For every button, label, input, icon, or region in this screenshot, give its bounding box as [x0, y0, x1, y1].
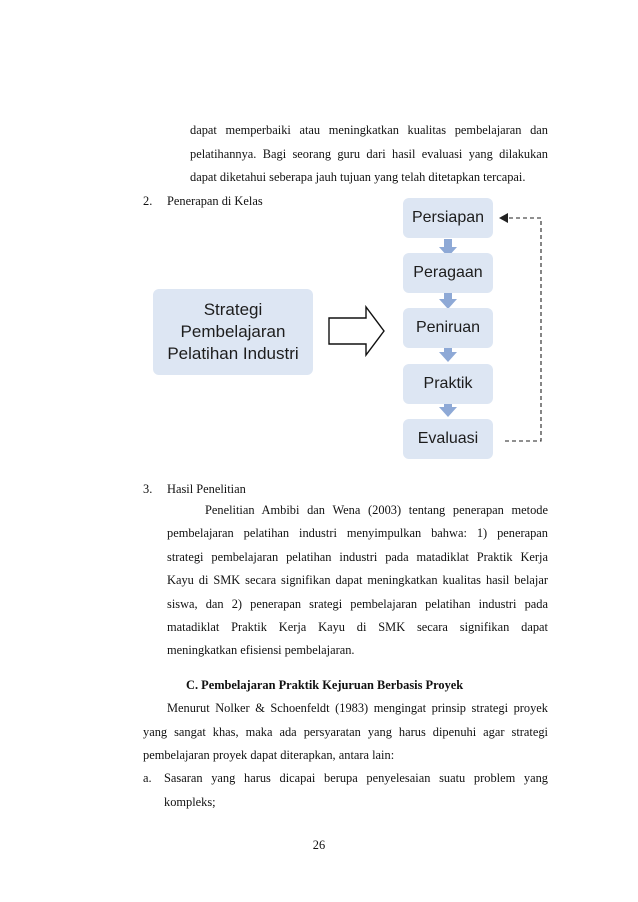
stage-peniruan: Peniruan: [403, 308, 493, 348]
strategy-line: Pembelajaran: [180, 322, 286, 341]
section-3-title: Hasil Penelitian: [167, 482, 246, 496]
big-right-arrow: [329, 307, 384, 355]
strategy-box: [153, 289, 313, 375]
section-c-line: pembelajaran proyek dapat diterapkan, antara lain:: [143, 748, 395, 762]
section-3-line: matadiklat Praktik Kerja Kayu di SMK secara signifikan dapat: [167, 620, 548, 634]
page-number: 26: [312, 838, 326, 852]
strategy-line: Pelatihan Industri: [167, 344, 299, 363]
section-2-title: Penerapan di Kelas: [167, 194, 263, 208]
section-3-line: Kayu di SMK secara signifikan dapat meningkatkan kualitas hasil belajar: [167, 573, 548, 587]
section-c-line: yang sangat khas, maka ada persyaratan yang harus dipenuhi agar strategi: [143, 725, 548, 739]
section-3-number: 3.: [143, 482, 153, 496]
down-arrow: [439, 291, 457, 309]
section-c-line: Menurut Nolker & Schoenfeldt (1983) mengingat prinsip strategi proyek: [167, 701, 548, 715]
stage-persiapan: Persiapan: [403, 198, 493, 238]
section-3-line: siswa, dan 2) penerapan srategi pembelajaran pelatihan industri pada: [167, 597, 548, 611]
section-2-number: 2.: [143, 194, 153, 208]
section-c-heading: C. Pembelajaran Praktik Kejuruan Berbasis Proyek: [186, 678, 464, 692]
stage-praktik: Praktik: [403, 364, 493, 404]
item-a-line: Sasaran yang harus dicapai berupa penyelesaian suatu problem yang: [164, 771, 548, 785]
intro-line: pelatihannya. Bagi seorang guru dari hasil evaluasi yang dilakukan: [190, 147, 548, 161]
section-3-line: pembelajaran pelatihan industri menyimpulkan bahwa: 1) penerapan: [167, 526, 548, 540]
stage-evaluasi: Evaluasi: [403, 419, 493, 459]
item-a-marker: a.: [143, 771, 152, 785]
section-3-line: meningkatkan efisiensi pembelajaran.: [167, 643, 355, 657]
section-3-line: Penelitian Ambibi dan Wena (2003) tentang penerapan metode: [205, 503, 548, 517]
strategy-line: Strategi: [203, 300, 263, 319]
stage-peragaan: Peragaan: [403, 253, 493, 293]
item-a-line: kompleks;: [164, 795, 216, 809]
section-3-line: strategi pembelajaran pelatihan industri pada matadiklat Praktik Kerja: [167, 550, 548, 564]
feedback-loop: [505, 218, 541, 441]
feedback-arrowhead: [499, 213, 508, 223]
intro-line: dapat memperbaiki atau meningkatkan kualitas pembelajaran dan: [190, 123, 548, 137]
intro-line: dapat diketahui seberapa jauh tujuan yang telah ditetapkan tercapai.: [190, 170, 526, 184]
